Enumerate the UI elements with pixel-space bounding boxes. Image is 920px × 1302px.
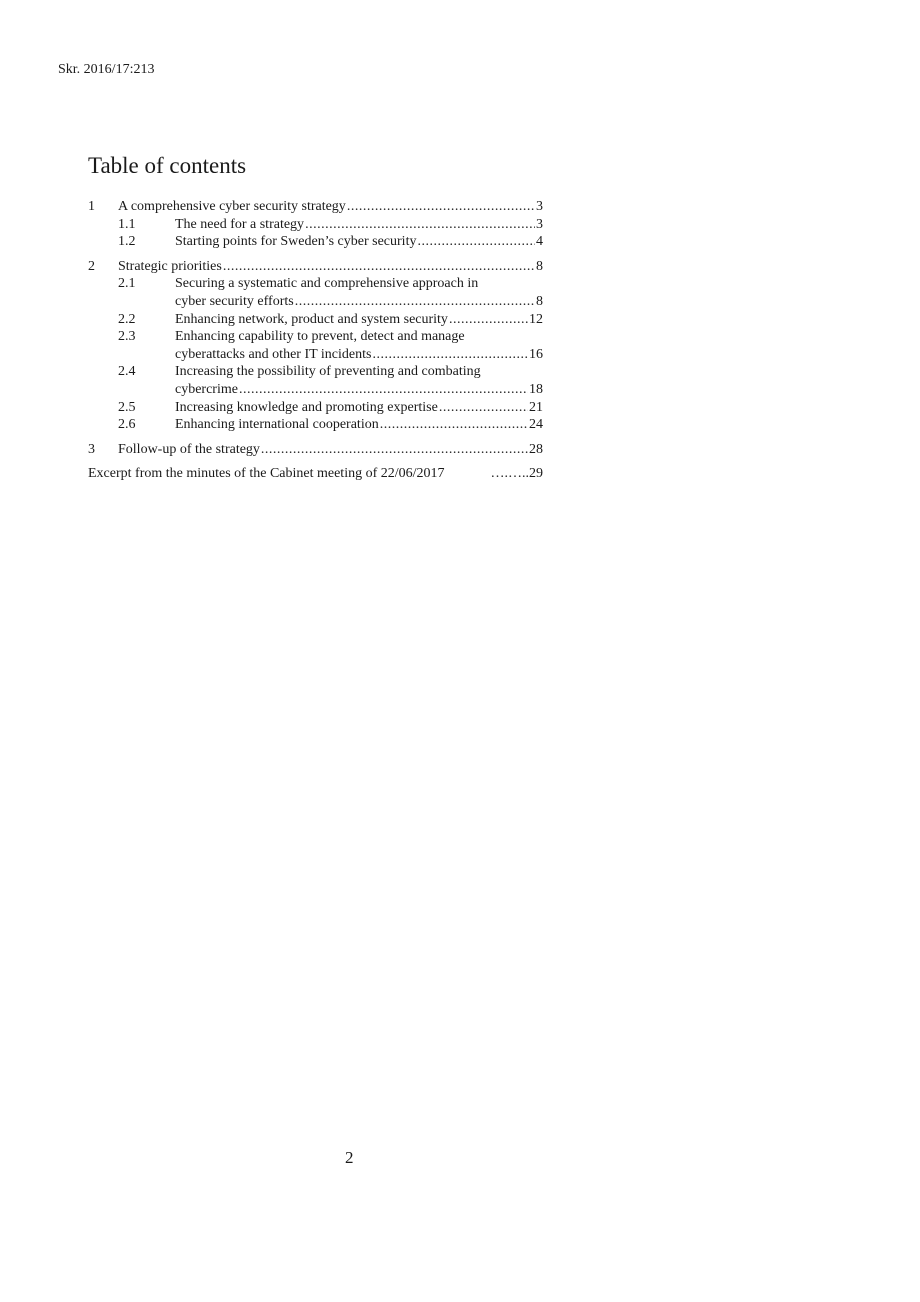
toc-entry-number: 1.1 [118, 216, 136, 232]
toc-title: Table of contents [88, 153, 247, 178]
toc-entry-title: The need for a strategy [175, 216, 305, 232]
dot-leader [239, 381, 528, 399]
toc-entry-2-2[interactable] [88, 311, 543, 329]
document-reference: Skr. 2016/17:213 [58, 62, 155, 77]
table-of-contents [88, 198, 543, 483]
toc-entry-title-line: cyber security efforts [175, 293, 294, 309]
toc-entry-title: Enhancing network, product and system security [175, 311, 448, 327]
toc-entry-excerpt[interactable] [88, 465, 543, 483]
dot-leader [261, 441, 528, 459]
toc-entry-1[interactable] [88, 198, 543, 216]
toc-entry-number: 2.2 [118, 311, 136, 327]
toc-entry-title: Strategic priorities [118, 258, 222, 274]
toc-entry-title-line: Securing a systematic and comprehensive approach in [175, 276, 479, 292]
toc-entry-title-line: cyberattacks and other IT incidents [175, 346, 372, 362]
toc-entry-number: 1.2 [118, 234, 136, 250]
toc-entry-page: 18 [529, 381, 543, 397]
toc-entry-page: 28 [529, 441, 543, 457]
toc-entry-number: 2.5 [118, 399, 136, 415]
dot-leader [223, 258, 535, 276]
toc-entry-3[interactable] [88, 441, 543, 459]
toc-entry-2-5[interactable] [88, 399, 543, 417]
toc-entry-title: Excerpt from the minutes of the Cabinet meeting of 22/06/2017 [88, 466, 445, 482]
toc-entry-title: Enhancing international cooperation [175, 417, 379, 433]
toc-entry-2[interactable] [88, 258, 543, 276]
toc-entry-page: 3 [536, 216, 543, 232]
toc-entry-page: 4 [536, 234, 543, 250]
toc-entry-2-1[interactable] [88, 275, 543, 310]
toc-entry-page: 24 [529, 417, 543, 433]
toc-entry-page: 16 [529, 346, 543, 362]
toc-entry-page: 3 [536, 199, 543, 214]
dot-leader [372, 346, 528, 364]
dot-leader [380, 416, 528, 434]
toc-entry-1-1[interactable] [88, 216, 543, 234]
toc-entry-page: 21 [529, 399, 543, 415]
toc-entry-2-3[interactable] [88, 328, 543, 363]
toc-entry-title: Follow-up of the strategy [118, 441, 260, 457]
toc-entry-2-6[interactable] [88, 416, 543, 434]
dot-leader [439, 399, 528, 417]
toc-entry-1-2[interactable] [88, 233, 543, 251]
toc-entry-title-line: cybercrime [175, 381, 238, 397]
toc-entry-number: 3 [88, 441, 95, 457]
dot-leader [305, 216, 535, 234]
dot-leader [347, 198, 535, 216]
toc-entry-page: ….…..29 [490, 466, 543, 482]
toc-entry-2-4[interactable] [88, 363, 543, 398]
toc-entry-number: 2.6 [118, 417, 136, 433]
dot-leader [449, 311, 528, 329]
toc-entry-title-line: Increasing the possibility of preventing and combating [175, 364, 481, 380]
toc-entry-title: A comprehensive cyber security strategy [118, 199, 346, 214]
toc-entry-number: 2.1 [118, 276, 136, 292]
toc-entry-title: Increasing knowledge and promoting expertise [175, 399, 438, 415]
toc-entry-page: 8 [536, 293, 543, 309]
toc-entry-number: 1 [88, 199, 95, 214]
page-number: 2 [345, 1148, 354, 1167]
dot-leader [295, 293, 535, 311]
toc-entry-page: 8 [536, 258, 543, 274]
dot-leader [417, 233, 535, 251]
toc-entry-title-line: Enhancing capability to prevent, detect and manage [175, 329, 465, 345]
toc-entry-number: 2.3 [118, 329, 136, 345]
toc-entry-title: Starting points for Sweden’s cyber security [175, 234, 417, 250]
toc-entry-number: 2 [88, 258, 95, 274]
toc-entry-page: 12 [529, 311, 543, 327]
toc-entry-number: 2.4 [118, 364, 136, 380]
